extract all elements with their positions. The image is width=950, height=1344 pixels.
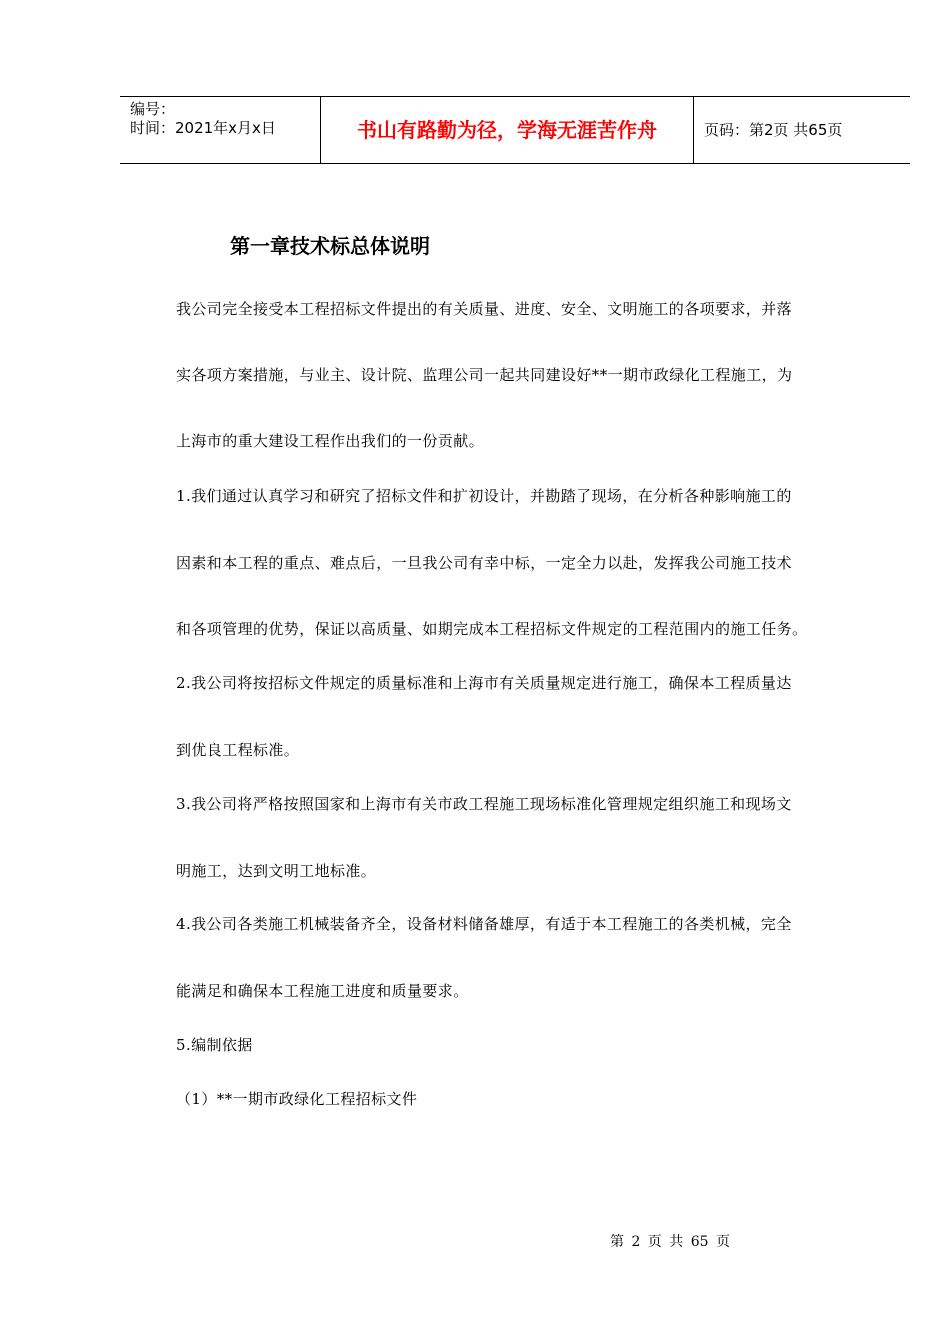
body-line: 实各项方案措施，与业主、设计院、监理公司一起共同建设好**一期市政绿化工程施工，为 bbox=[176, 366, 793, 384]
body-line: 能满足和确保本工程施工进度和质量要求。 bbox=[176, 982, 469, 1000]
body-line: 1.我们通过认真学习和研究了招标文件和扩初设计，并勘踏了现场，在分析各种影响施工的 bbox=[176, 487, 792, 505]
page-footer: 第 2 页 共 65 页 bbox=[610, 1234, 730, 1250]
header-motto: 书山有路勤为径，学海无涯苦作舟 bbox=[321, 97, 694, 163]
chapter-title: 第一章技术标总体说明 bbox=[230, 234, 430, 258]
header-meta bbox=[120, 97, 321, 163]
body-line: 因素和本工程的重点、难点后，一旦我公司有幸中标，一定全力以赴，发挥我公司施工技术 bbox=[176, 554, 793, 572]
page-header bbox=[120, 96, 910, 164]
body-line: 明施工，达到文明工地标准。 bbox=[176, 862, 377, 880]
body-line: 和各项管理的优势，保证以高质量、如期完成本工程招标文件规定的工程范围内的施工任务。 bbox=[176, 620, 808, 638]
body-line: 4.我公司各类施工机械装备齐全，设备材料储备雄厚，有适于本工程施工的各类机械，完全 bbox=[176, 915, 792, 933]
time-label: 时间：2021年x月x日 bbox=[130, 119, 276, 137]
number-label: 编号： bbox=[130, 100, 176, 118]
body-line: （1）**一期市政绿化工程招标文件 bbox=[176, 1090, 418, 1108]
body-line: 我公司完全接受本工程招标文件提出的有关质量、进度、安全、文明施工的各项要求，并落 bbox=[176, 300, 793, 318]
body-line: 2.我公司将按招标文件规定的质量标准和上海市有关质量规定进行施工，确保本工程质量达 bbox=[176, 674, 792, 692]
header-page-info: 页码：第2页 共65页 bbox=[704, 121, 843, 139]
body-line: 3.我公司将严格按照国家和上海市有关市政工程施工现场标准化管理规定组织施工和现场文 bbox=[176, 795, 792, 813]
body-line: 到优良工程标准。 bbox=[176, 741, 300, 759]
body-line: 5.编制依据 bbox=[176, 1036, 253, 1054]
body-line: 上海市的重大建设工程作出我们的一份贡献。 bbox=[176, 432, 485, 450]
